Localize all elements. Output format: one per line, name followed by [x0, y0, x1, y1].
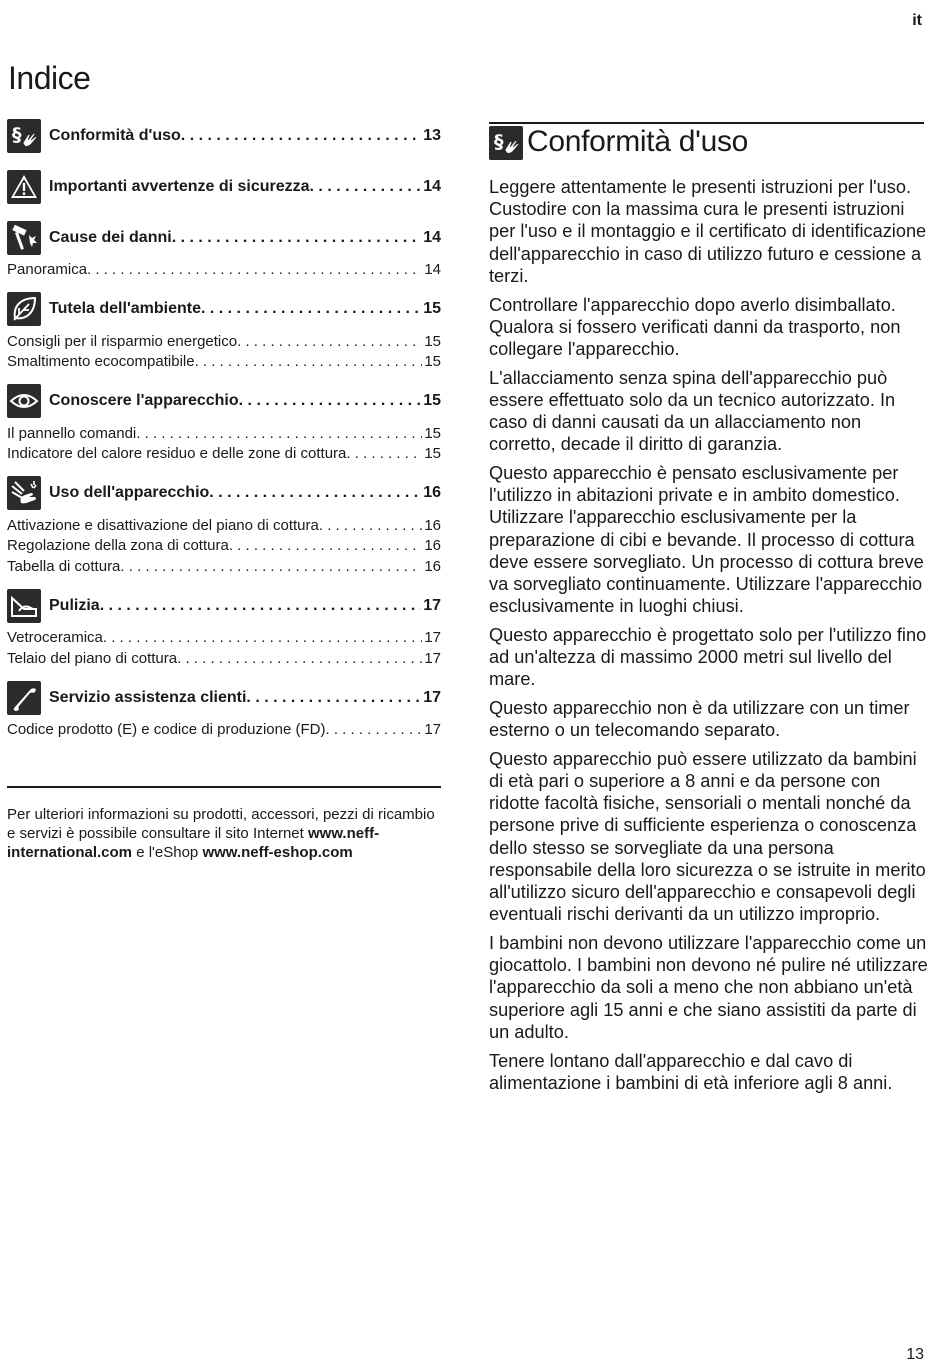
- dot-leader: [319, 517, 422, 534]
- toc-subentry-page: 15: [424, 332, 441, 350]
- toc-subentry-title: Panoramica: [7, 261, 88, 278]
- toc-subentry-leader: [7, 445, 441, 462]
- dot-leader: [310, 178, 422, 196]
- toc-entry-title: Servizio assistenza clienti: [49, 688, 247, 706]
- toc-subentry-leader: [7, 721, 441, 738]
- toc-section: [7, 214, 441, 282]
- toc-entry-leader: [49, 392, 441, 410]
- toc-subentry[interactable]: [7, 537, 441, 558]
- section-body: [489, 176, 929, 1100]
- hammer-damage-icon: [7, 221, 41, 255]
- toc-section: [7, 378, 441, 466]
- toc-subentry-title: Codice prodotto (E) e codice di produzione (FD): [7, 721, 326, 738]
- toc-entry-page: 17: [423, 688, 441, 706]
- svg-text:§: §: [12, 123, 22, 146]
- toc-subentry-title: Il pannello comandi: [7, 424, 137, 442]
- toc-subentry[interactable]: [7, 261, 441, 282]
- toc-subentry-title: Attivazione e disattivazione del piano di cottura: [7, 516, 319, 534]
- eye-icon: [7, 384, 41, 418]
- toc-entry-page: 15: [423, 392, 441, 409]
- toc-section: [7, 582, 441, 670]
- svg-text:§: §: [494, 131, 504, 153]
- toc-subentry-title: Vetroceramica: [7, 629, 103, 646]
- phone-icon: [7, 681, 41, 715]
- dot-leader: [177, 650, 422, 667]
- toc-section: [7, 286, 441, 374]
- toc-entry-title: Uso dell'apparecchio: [49, 484, 210, 501]
- dot-leader: [172, 229, 422, 247]
- toc-subentry[interactable]: [7, 353, 441, 374]
- body-paragraph: Leggere attentamente le presenti istruzioni per l'uso. Custodire con la massima cura le presenti istruzioni per l'uso e il montaggio e il certificato di identificazione dell'apparecchio in caso di utilizzo futuro e cessione a terzi.: [489, 177, 927, 286]
- section-title: Conformità d'uso: [527, 125, 749, 158]
- toc-entry-leader: [49, 689, 441, 707]
- info-text-1: Per ulteriori informazioni su prodotti, accessori, pezzi di ricambio e servizi è possibile consultare il sito Internet: [7, 806, 435, 842]
- dot-leader: [120, 558, 422, 575]
- toc-section: [7, 470, 441, 579]
- dot-leader: [246, 689, 421, 707]
- toc-subentry[interactable]: [7, 333, 441, 354]
- toc-subentry-leader: [7, 537, 441, 554]
- dot-leader: [209, 484, 421, 502]
- toc-subentry-title: Tabella di cottura: [7, 557, 121, 575]
- info-note: [7, 805, 441, 862]
- dot-leader: [136, 425, 422, 442]
- toc-subentry-title: Smaltimento ecocompatibile: [7, 353, 195, 370]
- body-paragraph: Questo apparecchio può essere utilizzato da bambini di età pari o superiore a 8 anni e da persone con ridotte facoltà fisiche, sensoriali o mentali nonché da persone prive di sufficiente esperienza o conoscenza dello stesso se sorvegliate da una persona responsabile della loro sicurezza o se istruite in merito all'utilizzo sicuro dell'apparecchio e consapevoli degli eventuali rischi derivanti da un utilizzo improprio.: [489, 748, 926, 925]
- toc-entry-leader: [49, 229, 441, 247]
- body-paragraph: Questo apparecchio non è da utilizzare con un timer esterno o un telecomando separato.: [489, 697, 910, 741]
- toc-subentry-page: 16: [424, 516, 441, 534]
- toc-entry-page: 15: [423, 300, 441, 317]
- toc-subentry[interactable]: [7, 425, 441, 446]
- toc-subentry-page: 16: [424, 557, 441, 575]
- toc-entry-leader: [49, 300, 441, 318]
- toc-subentry-leader: [7, 261, 441, 278]
- dot-leader: [237, 333, 422, 350]
- dot-leader: [326, 721, 423, 738]
- toc-subentry[interactable]: [7, 558, 441, 579]
- toc-section: [7, 112, 441, 159]
- toc-subentry-title: Consigli per il risparmio energetico: [7, 332, 238, 350]
- body-paragraph: Controllare l'apparecchio dopo averlo disimballato. Qualora si fossero verificati danni da trasporto, non collegare l'apparecchio.: [489, 294, 901, 359]
- body-paragraph: Questo apparecchio è progettato solo per l'utilizzo fino ad un'altezza di massimo 2000 metri sul livello del mare.: [489, 624, 927, 690]
- toc-subentry-leader: [7, 425, 441, 442]
- dot-leader: [181, 127, 421, 145]
- toc-entry[interactable]: [7, 112, 441, 159]
- toc-entry-leader: [49, 178, 441, 196]
- toc-entry-title: Conoscere l'apparecchio: [49, 392, 239, 409]
- page-title: Indice: [8, 60, 91, 96]
- dot-leader: [346, 445, 422, 462]
- toc-entry[interactable]: [7, 470, 441, 517]
- table-of-contents: [7, 112, 441, 746]
- toc-subentry[interactable]: [7, 721, 441, 742]
- toc-entry-page: 16: [423, 484, 441, 501]
- section-hand-icon: [489, 126, 523, 160]
- leaf-icon: [7, 292, 41, 326]
- dot-leader: [239, 392, 422, 410]
- section-heading: [489, 122, 924, 160]
- website-link[interactable]: www.neff-international.com: [7, 825, 380, 861]
- toc-entry[interactable]: [7, 163, 441, 210]
- toc-subentry-page: 15: [424, 424, 441, 442]
- dot-leader: [100, 597, 422, 615]
- body-paragraph: Questo apparecchio è pensato esclusivamente per l'utilizzo in abitazioni private e in ambito domestico. Utilizzare l'apparecchio esclusivamente per la preparazione di cibi e bevande. Il processo di cottura deve essere sorvegliato. Un processo di cottura breve va sorvegliato continuamente. Utilizzare l'apparecchio esclusivamente in luoghi chiusi.: [489, 462, 924, 617]
- toc-subentry-title: Indicatore del calore residuo e delle zone di cottura: [7, 445, 347, 462]
- toc-entry-page: 14: [423, 228, 441, 246]
- cleaning-icon: [7, 589, 41, 623]
- section-hand-icon: [7, 119, 41, 153]
- toc-subentry-leader: [7, 629, 441, 646]
- toc-subentry[interactable]: [7, 517, 441, 538]
- toc-entry[interactable]: [7, 674, 441, 721]
- hand-operate-icon: [7, 476, 41, 510]
- toc-entry-page: 17: [423, 596, 441, 614]
- page-number: 13: [906, 1346, 924, 1363]
- language-tag: it: [912, 12, 922, 29]
- toc-subentry[interactable]: [7, 629, 441, 650]
- toc-entry-page: 14: [423, 177, 441, 195]
- body-paragraph: L'allacciamento senza spina dell'apparecchio può essere effettuato solo da un tecnico autorizzato. In caso di danni causati da un allacciamento non corretto, decade il diritto di garanzia.: [489, 367, 896, 455]
- toc-entry-title: Cause dei danni: [49, 228, 172, 246]
- toc-entry-title: Conformità d'uso: [49, 126, 181, 144]
- dot-leader: [195, 353, 423, 370]
- dot-leader: [87, 261, 422, 278]
- body-paragraph: Tenere lontano dall'apparecchio e dal cavo di alimentazione i bambini di età inferiore agli 8 anni.: [489, 1050, 893, 1093]
- toc-subentry-page: 15: [424, 445, 441, 462]
- warning-triangle-icon: [7, 170, 41, 204]
- toc-subentry-page: 17: [424, 649, 441, 667]
- toc-entry[interactable]: [7, 214, 441, 261]
- toc-subentry[interactable]: [7, 650, 441, 671]
- toc-entry-title: Tutela dell'ambiente: [49, 300, 201, 317]
- toc-subentry-title: Telaio del piano di cottura: [7, 649, 178, 667]
- toc-entry-title: Pulizia: [49, 596, 100, 614]
- toc-subentry[interactable]: [7, 445, 441, 466]
- dot-leader: [201, 300, 421, 318]
- toc-section: [7, 674, 441, 742]
- toc-subentry-page: 14: [424, 261, 441, 278]
- toc-subentry-leader: [7, 353, 441, 370]
- divider: [7, 786, 441, 788]
- info-text-2: e l'eShop: [132, 844, 203, 861]
- toc-subentry-page: 17: [424, 721, 441, 738]
- toc-subentry-page: 16: [424, 537, 441, 554]
- eshop-link[interactable]: www.neff-eshop.com: [202, 844, 353, 861]
- body-paragraph: I bambini non devono utilizzare l'apparecchio come un giocattolo. I bambini non devono né pulire né utilizzare l'apparecchio da soli a meno che non abbiano un'età superiore agli 15 anni e che siano assistiti da parte di un adulto.: [489, 933, 928, 1042]
- toc-subentry-leader: [7, 333, 441, 350]
- toc-entry[interactable]: [7, 378, 441, 425]
- toc-entry-leader: [49, 127, 441, 145]
- toc-entry[interactable]: [7, 286, 441, 333]
- toc-subentry-leader: [7, 558, 441, 575]
- toc-subentry-page: 15: [424, 353, 441, 370]
- toc-entry-leader: [49, 597, 441, 615]
- toc-entry[interactable]: [7, 582, 441, 629]
- dot-leader: [103, 629, 422, 646]
- toc-subentry-page: 17: [424, 629, 441, 646]
- toc-entry-title: Importanti avvertenze di sicurezza: [49, 177, 310, 195]
- dot-leader: [229, 537, 422, 554]
- toc-entry-leader: [49, 484, 441, 502]
- toc-subentry-leader: [7, 650, 441, 667]
- toc-subentry-title: Regolazione della zona di cottura: [7, 537, 229, 554]
- toc-section: [7, 163, 441, 210]
- toc-subentry-leader: [7, 517, 441, 534]
- toc-entry-page: 13: [423, 126, 441, 144]
